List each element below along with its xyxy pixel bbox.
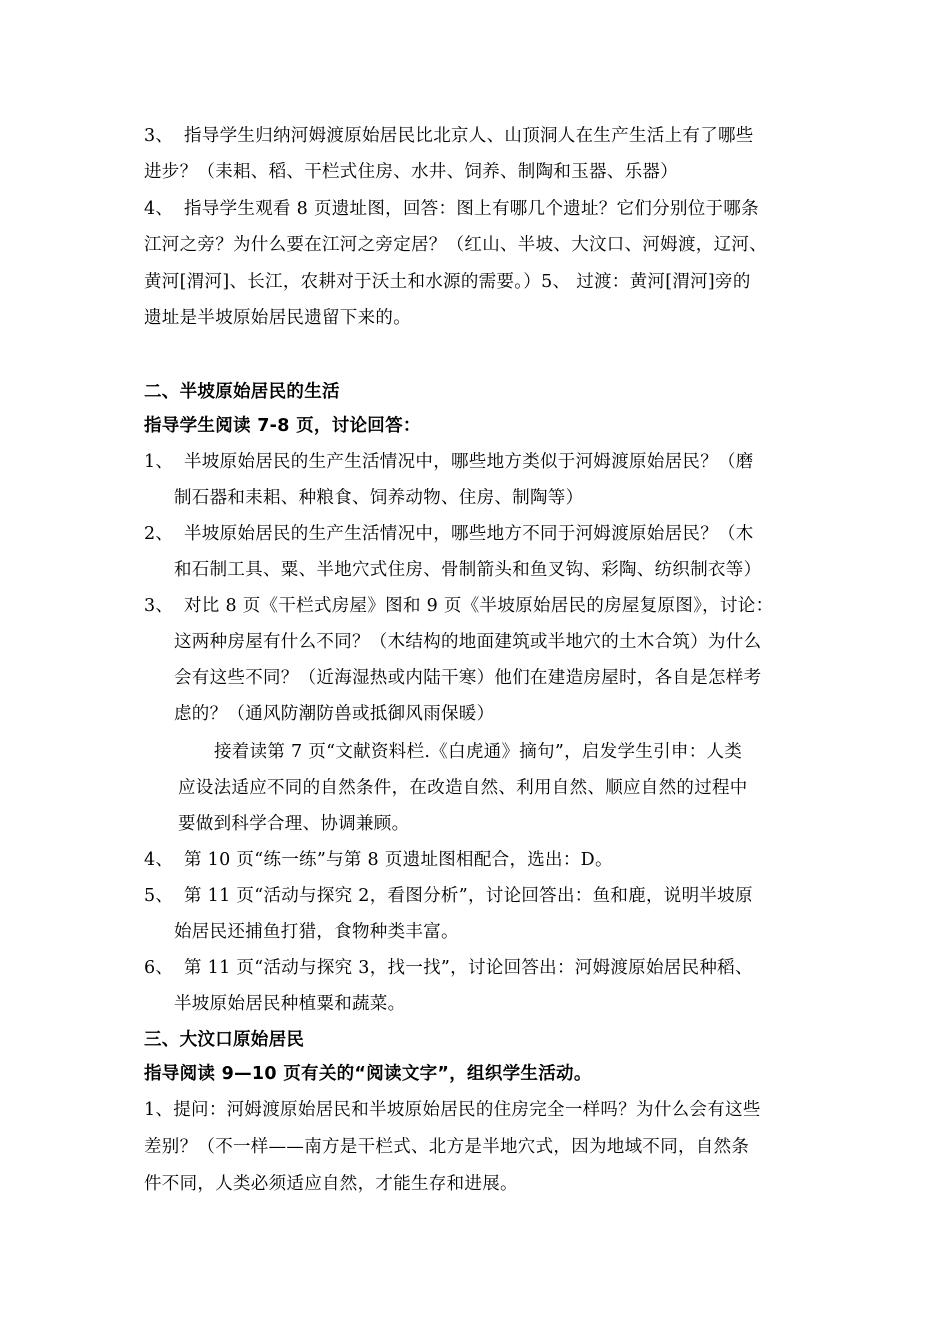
list-item-1-3 — [144, 124, 754, 148]
item-text: 指导学生归纳河姆渡原始居民比北京人、山顶洞人在生产生活上有了哪些 — [184, 126, 754, 146]
section-subheading: 指导阅读 9—10 页有关的“阅读文字”，组织学生活动。 — [144, 1064, 592, 1084]
section-heading: 三、大汶口原始居民 — [144, 1030, 305, 1050]
list-number: 4、 — [144, 850, 174, 870]
item-text: 指导学生观看 8 页遗址图，回答：图上有哪几个遗址？它们分别位于哪条 — [184, 199, 759, 219]
section-heading: 二、半坡原始居民的生活 — [144, 382, 340, 402]
list-item-2-5 — [144, 884, 753, 908]
text-line: 进步？（耒耜、稻、干栏式住房、水井、饲养、制陶和玉器、乐器） — [144, 162, 678, 182]
text-line: 制石器和耒耜、种粮食、饲养动物、住房、制陶等） — [174, 488, 584, 508]
text-line: 遗址是半坡原始居民遗留下来的。 — [144, 308, 411, 328]
text-line: 应设法适应不同的自然条件，在改造自然、利用自然、顺应自然的过程中 — [178, 778, 748, 798]
text-line: 半坡原始居民种植粟和蔬菜。 — [174, 994, 406, 1014]
section-subheading: 指导学生阅读 7-8 页，讨论回答： — [144, 416, 421, 436]
text-line: 和石制工具、粟、半地穴式住房、骨制箭头和鱼叉钩、彩陶、纺织制衣等） — [174, 560, 762, 580]
text-line: 接着读第 7 页“文献资料栏.《白虎通》摘句”，启发学生引申：人类 — [214, 742, 743, 762]
text-line: 江河之旁？为什么要在江河之旁定居？（红山、半坡、大汶口、河姆渡，辽河、 — [144, 235, 767, 255]
list-item-2-6 — [144, 956, 753, 980]
item-text: 第 11 页“活动与探究 3，找一找”，讨论回答出：河姆渡原始居民种稻、 — [184, 958, 753, 978]
item-text: 半坡原始居民的生产生活情况中，哪些地方类似于河姆渡原始居民？（磨 — [184, 452, 754, 472]
list-item-2-4 — [144, 848, 613, 872]
list-number: 3、 — [144, 126, 174, 146]
item-text: 第 11 页“活动与探究 2，看图分析”，讨论回答出：鱼和鹿，说明半坡原 — [184, 886, 753, 906]
text-line: 黄河[渭河]、长江，农耕对于沃土和水源的需要。）5、 过渡：黄河[渭河]旁的 — [144, 272, 751, 292]
list-number: 3、 — [144, 596, 174, 616]
list-number: 2、 — [144, 524, 174, 544]
text-line: 1、提问：河姆渡原始居民和半坡原始居民的住房完全一样吗？为什么会有这些 — [144, 1100, 761, 1120]
item-text: 对比 8 页《干栏式房屋》图和 9 页《半坡原始居民的房屋复原图》，讨论： — [184, 596, 774, 616]
list-number: 6、 — [144, 958, 174, 978]
text-line: 要做到科学合理、协调兼顾。 — [178, 814, 410, 834]
list-number: 1、 — [144, 452, 174, 472]
text-line: 始居民还捕鱼打猎，食物种类丰富。 — [174, 922, 459, 942]
list-number: 4、 — [144, 199, 174, 219]
item-text: 半坡原始居民的生产生活情况中，哪些地方不同于河姆渡原始居民？（木 — [184, 524, 754, 544]
text-line: 虑的？（通风防潮防兽或抵御风雨保暖） — [174, 704, 495, 724]
item-text: 第 10 页“练一练”与第 8 页遗址图相配合，选出：D。 — [184, 850, 613, 870]
list-item-2-3 — [144, 594, 773, 618]
list-item-1-4 — [144, 197, 759, 221]
text-line: 这两种房屋有什么不同？（木结构的地面建筑或半地穴的土木合筑）为什么 — [174, 632, 762, 652]
list-item-2-2 — [144, 522, 754, 546]
text-line: 差别？（不一样——南方是干栏式、北方是半地穴式，因为地域不同，自然条 — [144, 1137, 750, 1157]
text-line: 会有这些不同？（近海湿热或内陆干寒）他们在建造房屋时，各自是怎样考 — [174, 668, 762, 688]
text-line: 件不同，人类必须适应自然，才能生存和进展。 — [144, 1174, 518, 1194]
list-number: 5、 — [144, 886, 174, 906]
list-item-2-1 — [144, 450, 754, 474]
